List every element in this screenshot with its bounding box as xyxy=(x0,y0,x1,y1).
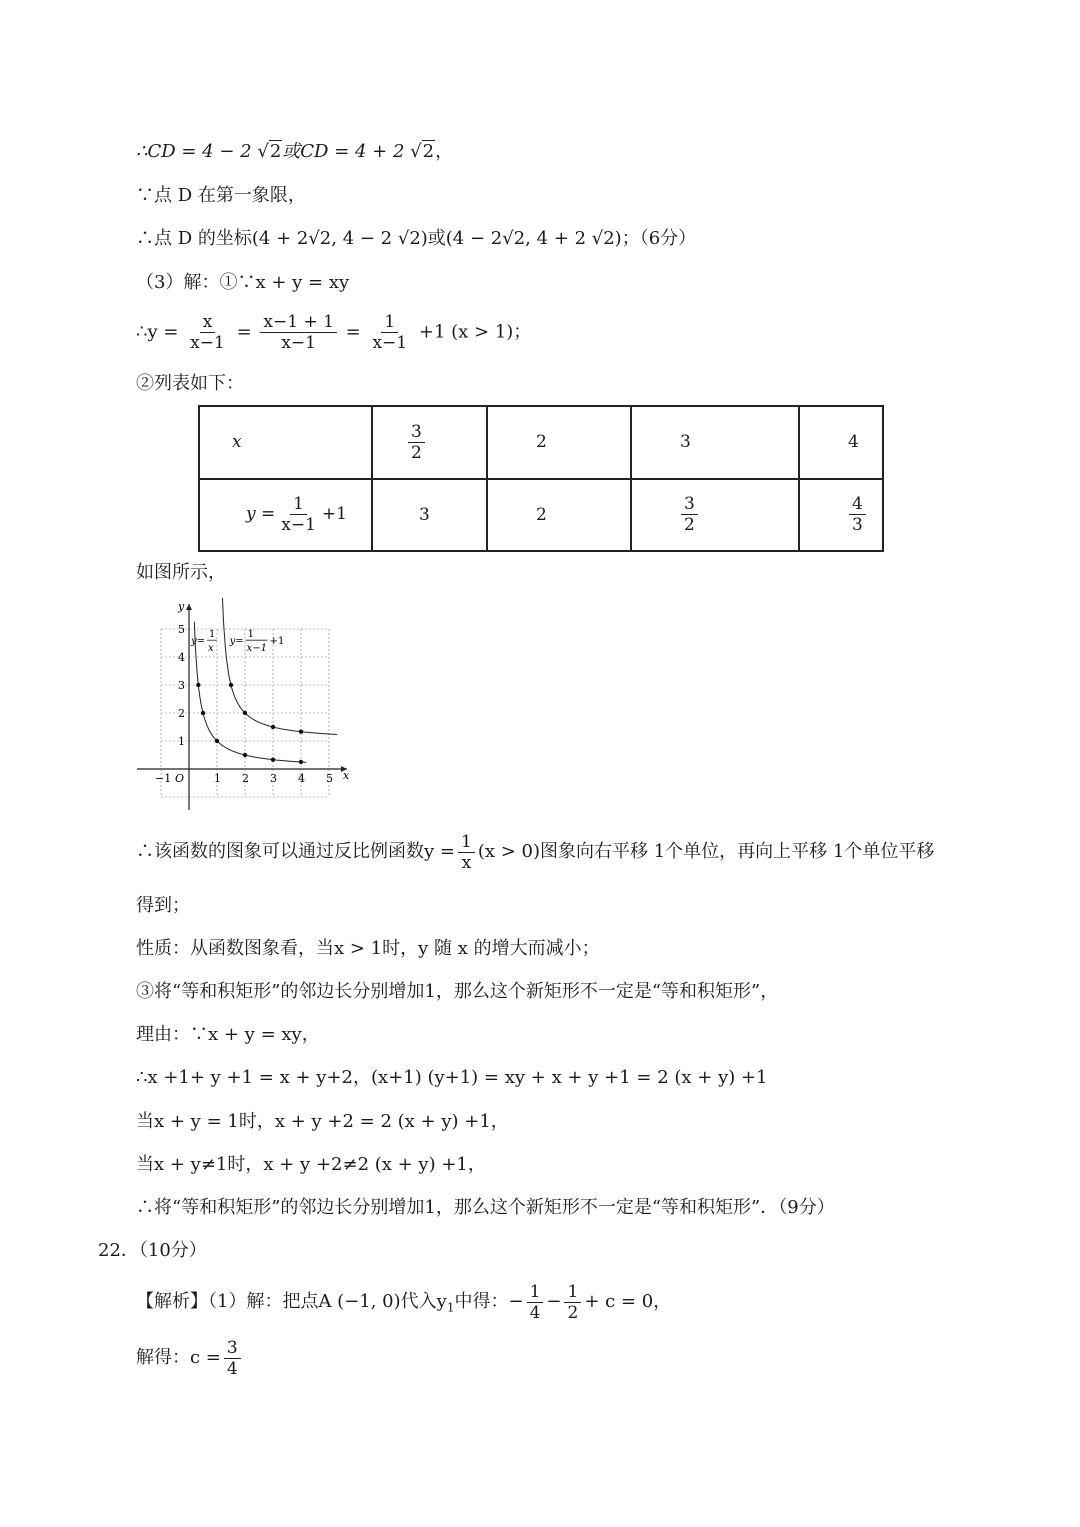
expr-lead: ∴y = xyxy=(136,321,179,343)
label-prefix: y= xyxy=(191,636,206,648)
value-table xyxy=(198,405,884,552)
y-tick-label: 4 xyxy=(178,651,185,664)
y-axis-label: y xyxy=(178,600,185,613)
function-graph xyxy=(133,598,363,813)
fraction xyxy=(278,494,319,535)
fraction xyxy=(681,494,698,535)
tick-labels xyxy=(155,600,350,785)
fraction-numerator: 3 xyxy=(408,422,425,443)
cd-text-or: 或CD = 4 + 2 xyxy=(282,141,411,162)
series-label-inverse xyxy=(190,629,217,654)
analysis-line xyxy=(136,1280,671,1330)
fraction-denominator: x xyxy=(461,852,472,873)
table-row xyxy=(199,406,883,479)
data-points xyxy=(196,683,303,764)
fraction xyxy=(408,422,425,463)
y-tick-label: 3 xyxy=(178,679,185,692)
fraction-numerator: 4 xyxy=(849,494,866,515)
table-cell-label xyxy=(199,406,372,479)
series-labels xyxy=(190,629,284,654)
part3-line: （3）解：①∵x + y = xy xyxy=(136,272,350,293)
fraction-numerator: 1 xyxy=(527,1282,544,1303)
x-tick-label: −1 xyxy=(155,772,172,785)
row-label: x xyxy=(232,432,242,453)
list-line: ②列表如下： xyxy=(136,373,244,394)
fraction xyxy=(564,1282,581,1323)
data-point xyxy=(299,760,303,764)
row-label-tail: +1 xyxy=(321,504,347,525)
label-denominator: x xyxy=(208,643,214,655)
fraction xyxy=(260,312,337,353)
cell-value: 2 xyxy=(536,432,547,453)
cd-text-a: ∴CD = 4 − 2 xyxy=(136,141,258,162)
equals: = xyxy=(236,321,252,343)
fraction-denominator: x−1 xyxy=(281,515,316,536)
fraction-denominator: 2 xyxy=(567,1302,579,1323)
x-tick-label: 5 xyxy=(326,772,333,785)
quadrant-line: ∵点 D 在第一象限， xyxy=(136,185,306,206)
fraction-denominator: 3 xyxy=(852,515,863,536)
table-cell xyxy=(799,406,883,479)
data-point xyxy=(215,739,219,743)
table-cell xyxy=(631,479,799,552)
data-point xyxy=(243,753,247,757)
item3-line: ③将“等和积矩形”的邻边长分别增加1，那么这个新矩形不一定是“等和积矩形”， xyxy=(136,981,779,1002)
data-point xyxy=(196,683,200,687)
label-prefix: y= xyxy=(229,636,244,648)
analysis-text-c: + c = 0， xyxy=(584,1291,672,1312)
property-line: 性质：从函数图象看，当x > 1时，y 随 x 的增大而减小； xyxy=(136,938,600,959)
origin-label: O xyxy=(175,772,185,785)
sqrt-radicand: 2 xyxy=(422,141,435,162)
fraction-denominator: x−1 xyxy=(190,333,225,353)
x-tick-label: 4 xyxy=(298,772,305,785)
y-tick-label: 2 xyxy=(178,707,185,720)
coordinate-line: ∴点 D 的坐标(4 + 2√2, 4 − 2 √2)或(4 − 2√2, 4 + 2 √2)；（6分） xyxy=(136,228,697,249)
derive-line: ∴x +1+ y +1 = x + y+2，(x+1) (y+1) = xy + x + y +1 = 2 (x + y) +1 xyxy=(136,1067,768,1088)
x-tick-label: 2 xyxy=(242,772,249,785)
expr-tail: +1 (x > 1)； xyxy=(418,321,532,343)
when2-line: 当x + y≠1时，x + y +2≠2 (x + y) +1， xyxy=(136,1154,486,1175)
data-point xyxy=(201,711,205,715)
cell-value: 4 xyxy=(848,432,859,453)
subscript: 1 xyxy=(446,1300,455,1315)
reason-line: 理由：∵x + y = xy， xyxy=(136,1024,320,1045)
when1-line: 当x + y = 1时，x + y +2 = 2 (x + y) +1， xyxy=(136,1111,509,1132)
fraction-denominator: 4 xyxy=(226,1358,238,1379)
shift-line xyxy=(136,830,934,874)
shift-text-b: (x > 0)图象向右平移 1个单位，再向上平移 1个单位平移 xyxy=(477,841,935,862)
data-point xyxy=(299,729,303,733)
y-axis-arrow xyxy=(186,604,192,610)
fraction xyxy=(458,832,475,873)
fraction-numerator: x−1 + 1 xyxy=(260,312,337,333)
analysis-text-a: 【解析】（1）解：把点A (−1, 0)代入y xyxy=(136,1291,447,1312)
fraction-numerator: 3 xyxy=(224,1338,241,1359)
label-denominator: x−1 xyxy=(246,643,267,655)
equals: = xyxy=(345,321,361,343)
y-tick-label: 1 xyxy=(178,735,185,748)
cd-result-line xyxy=(136,140,453,164)
table-cell xyxy=(372,406,487,479)
data-point xyxy=(271,725,275,729)
fraction xyxy=(187,312,228,353)
table-row xyxy=(199,479,883,552)
series-label-shifted xyxy=(229,629,285,654)
sqrt-sign: √ xyxy=(257,141,269,162)
x-tick-label: 3 xyxy=(270,772,277,785)
fraction-numerator: 1 xyxy=(458,832,475,853)
sqrt-radicand: 2 xyxy=(269,141,282,162)
fraction-denominator: 2 xyxy=(684,515,695,536)
y-expression-line xyxy=(136,312,531,353)
question-22-heading: 22．（10分） xyxy=(98,1240,207,1261)
obtained-line: 得到； xyxy=(136,895,190,916)
fraction-numerator: 3 xyxy=(681,494,698,515)
fraction-denominator: x−1 xyxy=(281,333,316,353)
row-label: y = xyxy=(246,504,276,525)
y-tick-label: 5 xyxy=(178,623,185,636)
x-tick-label: 1 xyxy=(214,772,221,785)
fraction-numerator: 1 xyxy=(290,494,307,515)
shift-text-a: ∴该函数的图象可以通过反比例函数y = xyxy=(136,841,455,862)
conclude-line: ∴将“等和积矩形”的邻边长分别增加1，那么这个新矩形不一定是“等和积矩形”．（9分） xyxy=(136,1197,835,1218)
data-point xyxy=(271,757,275,761)
label-suffix: +1 xyxy=(269,636,285,648)
minus-sign: − xyxy=(546,1291,562,1312)
fraction xyxy=(224,1338,241,1379)
label-numerator: 1 xyxy=(209,629,216,641)
fraction xyxy=(849,494,866,535)
data-point xyxy=(243,711,247,715)
cell-value: 3 xyxy=(419,504,430,525)
fraction-denominator: x−1 xyxy=(372,333,408,353)
label-numerator: 1 xyxy=(247,629,254,641)
table-cell xyxy=(631,406,799,479)
fraction-numerator: x xyxy=(200,312,216,333)
curves xyxy=(194,598,337,762)
table-cell xyxy=(487,479,631,552)
x-axis-label: x xyxy=(343,769,350,782)
analysis-text-b: 中得：− xyxy=(454,1291,524,1312)
solve-line xyxy=(136,1336,244,1380)
fraction-numerator: 1 xyxy=(564,1282,581,1303)
data-point xyxy=(229,683,233,687)
table-cell-label xyxy=(199,479,372,552)
table-cell xyxy=(372,479,487,552)
fraction-numerator: 1 xyxy=(381,312,398,333)
solve-text: 解得：c = xyxy=(136,1347,221,1368)
cell-value: 2 xyxy=(536,504,547,525)
as-shown-line: 如图所示， xyxy=(136,562,226,583)
table-cell xyxy=(799,479,883,552)
punct: ， xyxy=(435,141,454,162)
fraction xyxy=(369,312,410,353)
fraction-denominator: 2 xyxy=(411,442,422,463)
sqrt-sign: √ xyxy=(410,141,422,162)
table-cell xyxy=(487,406,631,479)
fraction-denominator: 4 xyxy=(529,1302,541,1323)
curve-y-eq-1-over-x-minus-1-plus-1 xyxy=(222,598,337,735)
fraction xyxy=(527,1282,544,1323)
cell-value: 3 xyxy=(680,432,691,453)
